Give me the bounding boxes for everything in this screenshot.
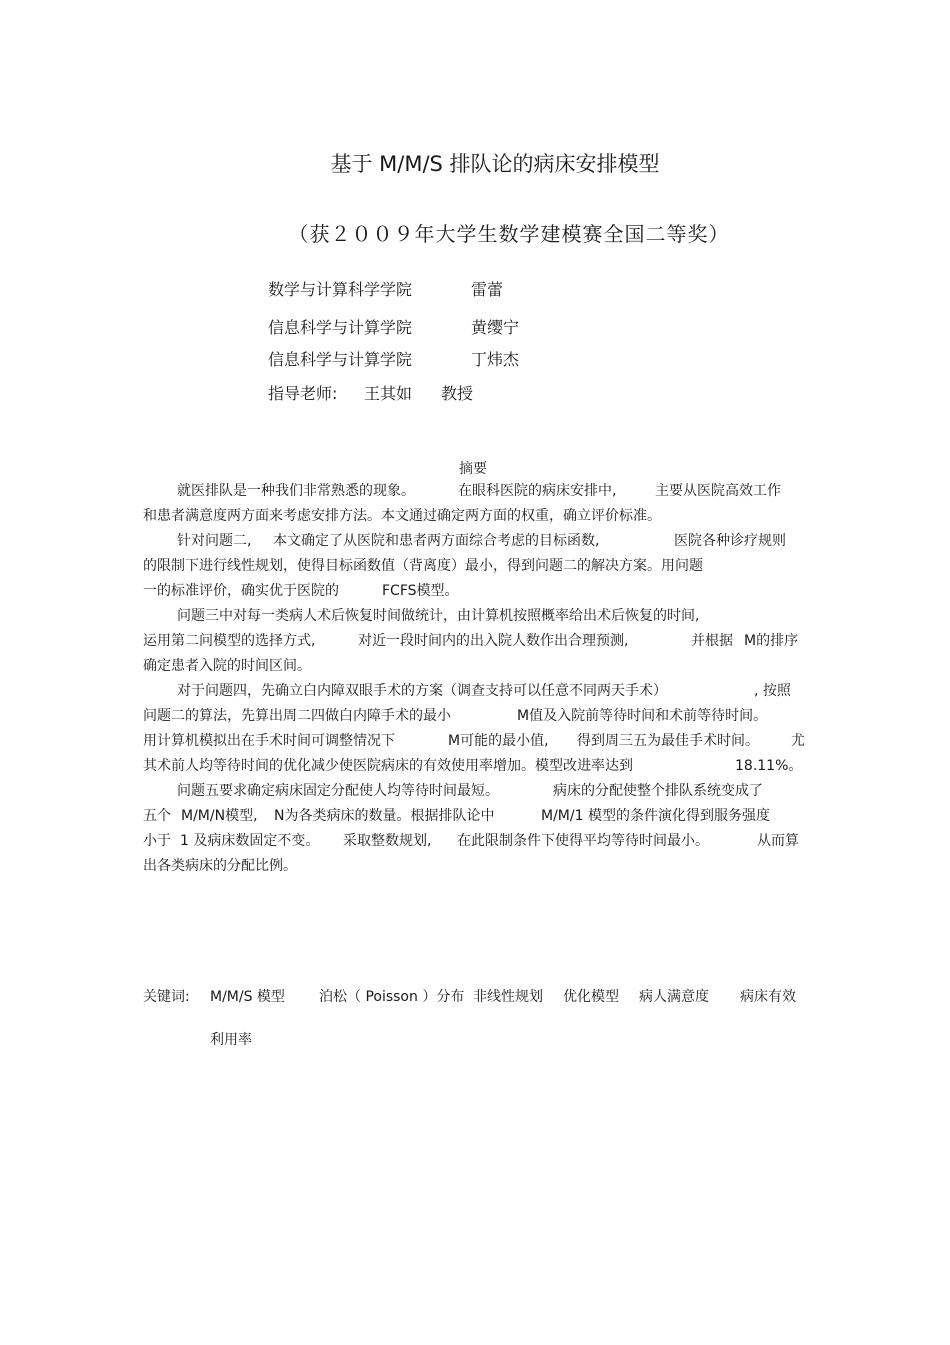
text-segment: 得到周三五为最佳手术时间。 [577, 733, 759, 749]
author-name: 雷蕾 [471, 280, 504, 299]
text-segment: 医院各种诊疗规则 [674, 533, 786, 549]
text-segment: 确定患者入院的时间区间。 [143, 658, 311, 674]
text-segment: FCFS模型。 [382, 583, 459, 599]
text-segment: M/M/N模型, [181, 808, 258, 824]
text-segment: 针对问题二, [177, 533, 252, 549]
text-segment: M值及入院前等待时间和术前等待时间。 [517, 708, 768, 724]
text-segment: 一的标准评价，确实优于医院的 [143, 583, 339, 599]
text-segment: 小于 [143, 833, 171, 849]
text-segment: 问题三中对每一类病人术后恢复时间做统计，由计算机按照概率给出术后恢复的时间, [177, 608, 700, 624]
text-segment: 问题五要求确定病床固定分配使人均等待时间最短。 [177, 783, 499, 799]
text-segment: 问题二的算法，先算出周二四做白内障手术的最小 [143, 708, 451, 724]
abstract-line [177, 606, 699, 626]
author-row [268, 315, 520, 338]
text-segment: 和患者满意度两方面来考虑安排方法。本文通过确定两方面的权重，确立评价标准。 [143, 508, 661, 524]
abstract-line [143, 556, 703, 576]
text-segment: 的限制下进行线性规划，使得目标函数值（背离度）最小，得到问题二的解决方案。用问题 [143, 558, 703, 574]
text-segment: 用计算机模拟出在手术时间可调整情况下 [143, 733, 395, 749]
text-segment: 尤 [791, 733, 805, 749]
keyword: 非线性规划 [473, 989, 543, 1005]
text-segment: 1 及病床数固定不变。 [180, 833, 320, 849]
text-segment: 本文确定了从医院和患者两方面综合考虑的目标函数, [273, 533, 600, 549]
text-segment: 病床的分配使整个排队系统变成了 [553, 783, 763, 799]
text-segment: M/M/1 模型的条件演化得到服务强度 [541, 808, 770, 824]
keywords-line [210, 1030, 252, 1050]
author-name: 黄缨宁 [471, 318, 520, 337]
text-segment: 18.11%。 [735, 758, 803, 774]
text-segment: 采取整数规划, [343, 833, 432, 849]
keyword: 泊松（ Poisson ）分布 [319, 989, 465, 1005]
advisor-name: 王其如 [364, 384, 413, 403]
keywords-label: 关键词: [143, 989, 190, 1005]
text-segment: 在眼科医院的病床安排中, [458, 483, 617, 499]
author-name: 丁炜杰 [471, 350, 520, 369]
text-segment: 主要从医院高效工作 [655, 483, 781, 499]
text-segment: N为各类病床的数量。根据排队论中 [274, 808, 495, 824]
author-affiliation: 信息科学与计算学院 [268, 318, 413, 337]
text-segment: 出各类病床的分配比例。 [143, 858, 297, 874]
text-segment: 并根据 [691, 633, 733, 649]
text-segment: 五个 [143, 808, 171, 824]
author-affiliation: 数学与计算科学学院 [268, 280, 413, 299]
abstract-heading: 摘要 [459, 461, 487, 477]
author-row [268, 277, 504, 300]
author-affiliation: 信息科学与计算学院 [268, 350, 413, 369]
keyword: 利用率 [210, 1032, 252, 1048]
paper-subtitle: （获２００９年大学生数学建模赛全国二等奖） [288, 222, 730, 246]
text-segment: 对近一段时间内的出入院人数作出合理预测, [358, 633, 629, 649]
advisor-label: 指导老师: [268, 384, 338, 403]
text-segment: 从而算 [757, 833, 799, 849]
advisor-rank: 教授 [441, 384, 474, 403]
keyword: 优化模型 [563, 989, 619, 1005]
text-segment: 在此限制条件下使得平均等待时间最小。 [457, 833, 709, 849]
author-row [268, 347, 520, 370]
paper-title: 基于 M/M/S 排队论的病床安排模型 [330, 152, 660, 176]
abstract-line [143, 656, 311, 676]
text-segment: 运用第二问模型的选择方式, [143, 633, 316, 649]
keyword: 病床有效 [740, 989, 796, 1005]
keyword: M/M/S 模型 [210, 989, 285, 1005]
text-segment: 对于问题四，先确立白内障双眼手术的方案（调查支持可以任意不同两天手术） [177, 683, 667, 699]
abstract-line [143, 856, 297, 876]
abstract-line [143, 506, 661, 526]
text-segment: 就医排队是一种我们非常熟悉的现象。 [177, 483, 415, 499]
keyword: 病人满意度 [639, 989, 709, 1005]
text-segment: M可能的最小值, [448, 733, 549, 749]
text-segment: M的排序 [744, 633, 799, 649]
text-segment: , 按照 [754, 683, 791, 699]
text-segment: 其术前人均等待时间的优化减少使医院病床的有效使用率增加。模型改进率达到 [143, 758, 633, 774]
